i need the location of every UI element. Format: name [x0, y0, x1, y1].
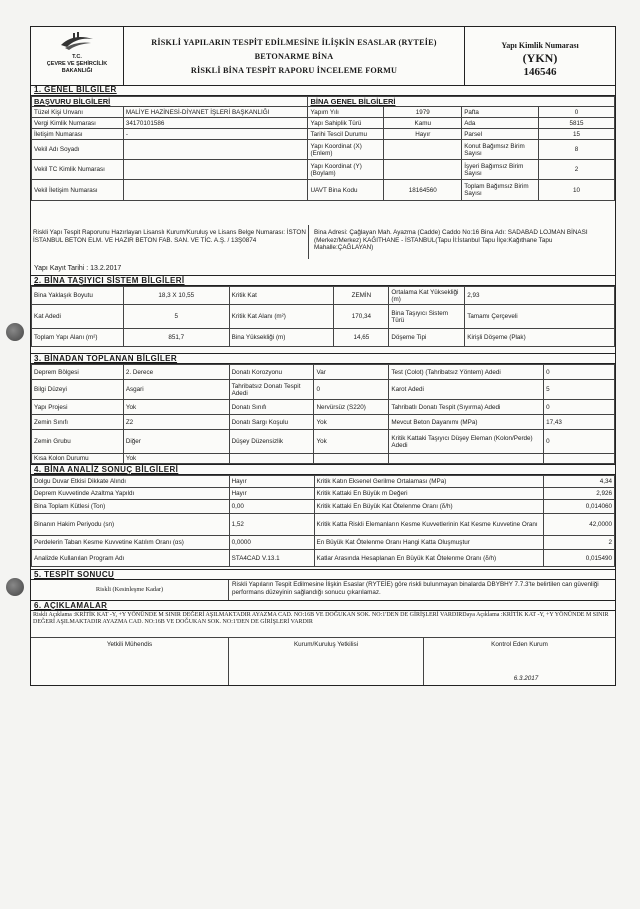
collected-value: 0: [544, 430, 615, 454]
logo-line-tc: T.C.: [72, 54, 82, 60]
record-date: Yapı Kayıt Tarihi : 13.2.2017: [34, 265, 122, 272]
analysis-value: 2: [544, 536, 615, 550]
general-row: [32, 129, 615, 140]
applicant-field-value: -: [123, 129, 308, 140]
structure-table: [31, 286, 615, 347]
applicant-field-label: Tüzel Kişi Unvanı: [32, 107, 124, 118]
parcel-field-label: Parsel: [462, 129, 539, 140]
analysis-label: Kritik Katın Eksenel Gerilme Ortalaması (MPa): [314, 476, 544, 488]
building-field-value: [384, 160, 462, 180]
analysis-label: Katlar Arasında Hesaplanan En Büyük Kat Ötelenme Oranı (δ/h): [314, 550, 544, 567]
building-field-value: 1979: [384, 107, 462, 118]
collected-value: 0: [544, 400, 615, 415]
ministry-logo: [31, 27, 124, 85]
address-divider: [308, 225, 309, 259]
building-field-label: Yapı Sahiplik Türü: [308, 118, 384, 129]
applicant-field-value: 34170101586: [123, 118, 308, 129]
collected-label: [229, 454, 314, 464]
section-notes-title: 6. AÇIKLAMALAR: [31, 600, 615, 611]
collected-value: Yok: [314, 430, 389, 454]
analysis-row: [32, 488, 615, 500]
structure-label: Kritik Kat: [229, 287, 334, 305]
analysis-table: [31, 475, 615, 567]
analysis-label: Perdelerin Taban Kesme Kuvvetine Katılım Oranı (αs): [32, 536, 230, 550]
collected-label: Tahribatlı Donatı Tespit (Sıyırma) Adedi: [389, 400, 544, 415]
parcel-field-value: 5815: [539, 118, 615, 129]
title-line-2: BETONARME BİNA: [254, 52, 334, 61]
general-row: [32, 140, 615, 160]
collected-value: Yok: [123, 400, 229, 415]
signature-divider: [31, 637, 615, 638]
building-field-label: Tarihi Tescil Durumu: [308, 129, 384, 140]
structure-label: Toplam Yapı Alanı (m²): [32, 329, 124, 347]
structure-value: Kirişli Döşeme (Plak): [465, 329, 615, 347]
analysis-row: [32, 536, 615, 550]
ykn-label: Yapı Kimlik Numarası: [501, 41, 579, 50]
parcel-field-label: İşyeri Bağımsız Birim Sayısı: [462, 160, 539, 180]
applicant-field-label: Vekil Adı Soyadı: [32, 140, 124, 160]
signature-controller: Kontrol Eden Kurum: [491, 641, 548, 648]
applicant-field-label: İletişim Numarası: [32, 129, 124, 140]
signature-authority: Kurum/Kuruluş Yetkilisi: [293, 641, 359, 648]
collected-value: Yok: [314, 415, 389, 430]
parcel-field-label: Pafta: [462, 107, 539, 118]
analysis-label: Kritik Kattaki En Büyük Kat Ötelenme Oranı (δ/h): [314, 500, 544, 514]
licensed-institution-text: Riskli Yapı Tespit Raporunu Hazırlayan Lisanslı Kurum/Kuruluş ve Lisans Belge Numarası: İSTON İSTANBUL BETON ELM. VE HAZIR BETON FAB. SAN. VE TİC. A.Ş. / 13Ş0874: [33, 229, 306, 244]
structure-value: 851,7: [123, 329, 229, 347]
collected-value: Asgari: [123, 380, 229, 400]
punch-hole-top: [6, 323, 24, 341]
structure-label: Bina Yüksekliği (m): [229, 329, 334, 347]
structure-row: [32, 287, 615, 305]
collected-label: [389, 454, 544, 464]
applicant-field-value: [123, 140, 308, 160]
emblem-icon: [59, 31, 95, 51]
analysis-value: Hayır: [229, 488, 314, 500]
analysis-value: 1,52: [229, 514, 314, 536]
analysis-label: Analizde Kullanılan Program Adı: [32, 550, 230, 567]
parcel-field-label: Konut Bağımsız Birim Sayısı: [462, 140, 539, 160]
collected-value: 17,43: [544, 415, 615, 430]
general-row: [32, 118, 615, 129]
structure-row: [32, 329, 615, 347]
collected-row: [32, 430, 615, 454]
analysis-label: Deprem Kuvvetinde Azaltma Yapıldı: [32, 488, 230, 500]
analysis-row: [32, 550, 615, 567]
applicant-field-label: Vergi Kimlik Numarası: [32, 118, 124, 129]
title-line-3: RİSKLİ BİNA TESPİT RAPORU İNCELEME FORMU: [190, 66, 398, 75]
analysis-row: [32, 514, 615, 536]
punch-hole-bottom: [6, 578, 24, 596]
section-result-title: 5. TESPİT SONUCU: [31, 569, 615, 580]
collected-label: Tahribatsız Donatı Tespit Adedi: [229, 380, 314, 400]
building-field-label: UAVT Bina Kodu: [308, 180, 384, 201]
structure-value: 170,34: [334, 305, 389, 329]
collected-info-table: [31, 364, 615, 464]
parcel-field-value: 0: [539, 107, 615, 118]
building-field-label: Yapı Koordinat (X) (Enlem): [308, 140, 384, 160]
title-line-1: RİSKLİ YAPILARIN TESPİT EDİLMESİNE İLİŞKİN ESASLAR (RYTEİE): [151, 38, 437, 47]
structure-label: Bina Yaklaşık Boyutu: [32, 287, 124, 305]
section-structure-title: 2. BİNA TAŞIYICI SİSTEM BİLGİLERİ: [31, 275, 615, 286]
analysis-value: Hayır: [229, 476, 314, 488]
structure-label: Kat Adedi: [32, 305, 124, 329]
structure-value: 18,3 X 10,55: [123, 287, 229, 305]
signature-engineer: Yetkili Mühendis: [106, 641, 153, 648]
collected-row: [32, 400, 615, 415]
collected-value: Var: [314, 365, 389, 380]
signature-date: 6.3.2017: [513, 675, 539, 682]
applicant-field-label: Vekil TC Kimlik Numarası: [32, 160, 124, 180]
applicant-field-label: Vekil İletişim Numarası: [32, 180, 124, 201]
collected-label: Donatı Sargı Koşulu: [229, 415, 314, 430]
analysis-row: [32, 476, 615, 488]
analysis-value: 42,0000: [544, 514, 615, 536]
collected-label: Test (Colot) (Tahribatsız Yöntem) Adedi: [389, 365, 544, 380]
collected-row: [32, 415, 615, 430]
form-header: [31, 27, 615, 86]
analysis-value: 4,34: [544, 476, 615, 488]
building-address-text: Bina Adresi: Çağlayan Mah. Ayazma (Cadde) Caddo No:16 Bina Adı: SADABAD LOJMAN BİNASI (Merkez/Merkez) KAĞITHANE - İSTANBUL(Tapu İl:İstanbul Tapu İlçe:Kağıthane Tapu Mahalle:ÇAĞLAYAN): [314, 229, 588, 251]
structure-value: Tamamı Çerçeveli: [465, 305, 615, 329]
collected-label: Bilgi Düzeyi: [32, 380, 124, 400]
structure-label: Bina Taşıyıcı Sistem Türü: [389, 305, 465, 329]
applicant-field-value: [123, 160, 308, 180]
applicant-field-value: [123, 180, 308, 201]
ykn-box: [465, 27, 615, 85]
section-collected-title: 3. BİNADAN TOPLANAN BİLGİLER: [31, 353, 615, 364]
collected-value: 5: [544, 380, 615, 400]
analysis-value: 0,0000: [229, 536, 314, 550]
collected-value: 0: [544, 365, 615, 380]
parcel-field-value: 15: [539, 129, 615, 140]
building-field-value: Kamu: [384, 118, 462, 129]
structure-label: Ortalama Kat Yüksekliği (m): [389, 287, 465, 305]
structure-label: Döşeme Tipi: [389, 329, 465, 347]
building-field-value: Hayır: [384, 129, 462, 140]
building-field-value: 18164560: [384, 180, 462, 201]
building-field-value: [384, 140, 462, 160]
result-label: Riskli (Kesinleşme Kadar): [31, 580, 229, 600]
analysis-row: [32, 500, 615, 514]
collected-label: Zemin Grubu: [32, 430, 124, 454]
structure-row: [32, 305, 615, 329]
analysis-value: 0,015490: [544, 550, 615, 567]
structure-value: ZEMİN: [334, 287, 389, 305]
parcel-field-value: 8: [539, 140, 615, 160]
collected-value: [314, 454, 389, 464]
structure-value: 5: [123, 305, 229, 329]
analysis-label: Dolgu Duvar Etkisi Dikkate Alındı: [32, 476, 230, 488]
ykn-value: 146546: [523, 66, 557, 78]
collected-label: Kısa Kolon Durumu: [32, 454, 124, 464]
building-field-label: Yapı Koordinat (Y) (Boylam): [308, 160, 384, 180]
collected-row: [32, 454, 615, 464]
general-info-table: [31, 96, 615, 201]
analysis-label: Bina Toplam Kütlesi (Ton): [32, 500, 230, 514]
building-info-header: BİNA GENEL BİLGİLERİ: [308, 97, 615, 107]
analysis-label: Binanın Hakim Periyodu (sn): [32, 514, 230, 536]
analysis-label: Kritik Katta Riskli Elemanların Kesme Kuvvetlerinin Kat Kesme Kuvvetine Oranı: [314, 514, 544, 536]
general-row: [32, 107, 615, 118]
collected-label: Zemin Sınıfı: [32, 415, 124, 430]
logo-line-bakanlik: BAKANLIĞI: [61, 68, 93, 74]
collected-label: Mevcut Beton Dayanımı (MPa): [389, 415, 544, 430]
analysis-label: En Büyük Kat Ötelenme Oranı Hangi Katta Oluşmuştur: [314, 536, 544, 550]
application-info-header: BAŞVURU BİLGİLERİ: [32, 97, 308, 107]
parcel-field-label: Ada: [462, 118, 539, 129]
form-title: [124, 27, 465, 85]
analysis-value: 0,014060: [544, 500, 615, 514]
collected-label: Donatı Korozyonu: [229, 365, 314, 380]
collected-label: Yapı Projesi: [32, 400, 124, 415]
collected-value: 2. Derece: [123, 365, 229, 380]
analysis-value: 0,00: [229, 500, 314, 514]
structure-label: Kritik Kat Alanı (m²): [229, 305, 334, 329]
general-row: [32, 160, 615, 180]
analysis-value: STA4CAD V.13.1: [229, 550, 314, 567]
result-text: Riskli Yapıların Tespit Edilmesine İlişkin Esaslar (RYTEİE) göre riskli bulunmayan binalarda DBYBHY 7.7.3'te belirtilen can güvenliği performans düzeyinin sağlandığı sonucu çıkarılamaz.: [232, 581, 599, 596]
form-page: [30, 26, 616, 686]
collected-label: Donatı Sınıfı: [229, 400, 314, 415]
building-field-label: Yapım Yılı: [308, 107, 384, 118]
logo-line-ministry: ÇEVRE VE ŞEHİRCİLİK: [46, 61, 108, 67]
notes-text: Riskli Açıklama :KRİTİK KAT -Y, +Y YÖNÜNDE M SINIR DEĞERİ AŞILMAKTADIR AYAZMA CAD. NO:16B VE DOĞUKAN SOK. NO:1'DEN DE GİRİŞLERİ VARDIRDaya Açıklama :KRİTİK KAT -Y, +Y YÖNÜNDE M SINIR DEĞERİ AŞILMAKTADIR AYAZMA CAD. NO:16B VE DOĞUKAN SOK. NO:1'DEN DE GİRİŞLERİ VARDIR: [33, 612, 609, 625]
collected-label: Karot Adedi: [389, 380, 544, 400]
section-analysis-title: 4. BİNA ANALİZ SONUÇ BİLGİLERİ: [31, 464, 615, 475]
collected-label: Kritik Kattaki Taşıyıcı Düşey Eleman (Kolon/Perde) Adedi: [389, 430, 544, 454]
parcel-field-label: Toplam Bağımsız Birim Sayısı: [462, 180, 539, 201]
structure-value: 2,93: [465, 287, 615, 305]
general-row: [32, 180, 615, 201]
analysis-value: 2,926: [544, 488, 615, 500]
parcel-field-value: 2: [539, 160, 615, 180]
collected-value: 0: [314, 380, 389, 400]
collected-row: [32, 380, 615, 400]
parcel-field-value: 10: [539, 180, 615, 201]
collected-value: Z2: [123, 415, 229, 430]
structure-value: 14,65: [334, 329, 389, 347]
collected-value: Nervürsüz (S220): [314, 400, 389, 415]
applicant-field-value: MALİYE HAZİNESİ-DİYANET İŞLERİ BAŞKANLIĞI: [123, 107, 308, 118]
collected-label: Düşey Düzensizlik: [229, 430, 314, 454]
collected-value: Yok: [123, 454, 229, 464]
collected-label: Deprem Bölgesi: [32, 365, 124, 380]
ykn-abbr: (YKN): [522, 51, 558, 65]
collected-value: [544, 454, 615, 464]
analysis-label: Kritik Kattaki En Büyük m Değeri: [314, 488, 544, 500]
collected-value: Diğer: [123, 430, 229, 454]
collected-row: [32, 365, 615, 380]
section-general-title: 1. GENEL BİLGİLER: [31, 85, 615, 96]
